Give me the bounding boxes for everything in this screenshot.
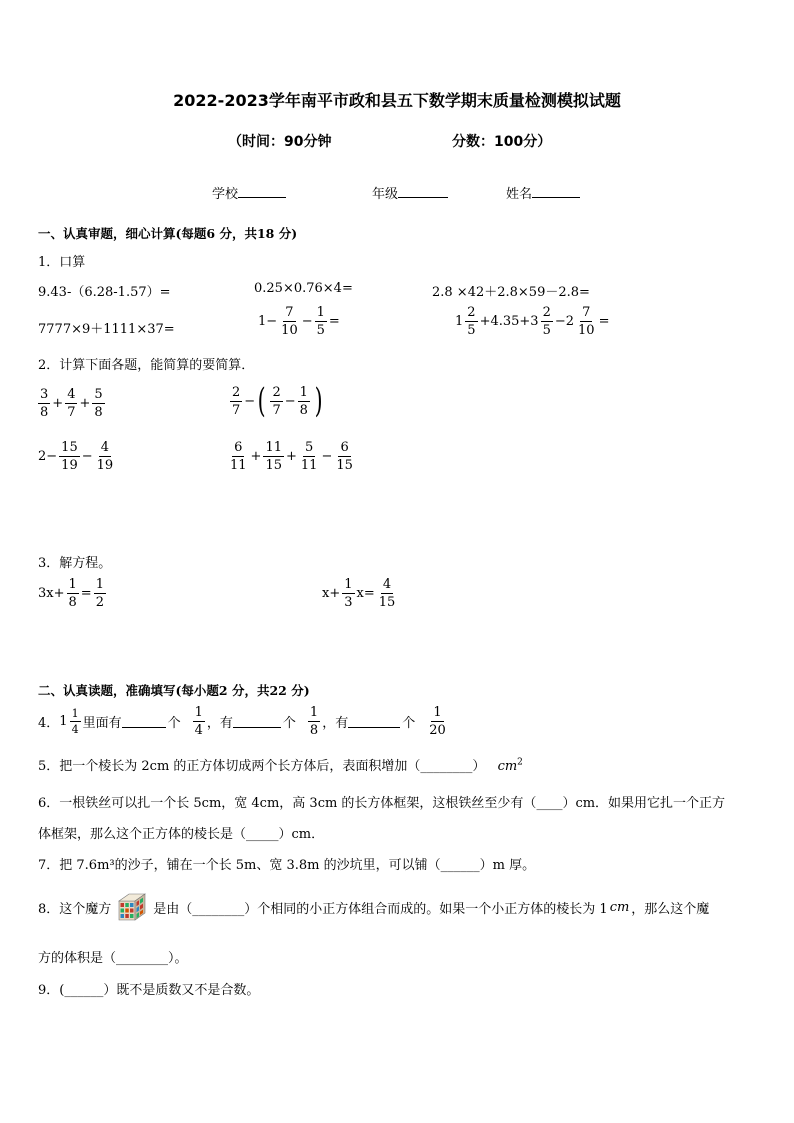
operator: −2 xyxy=(554,314,575,329)
text: 个 xyxy=(167,716,181,731)
fraction: $\frac{2}{7}$ xyxy=(272,384,281,418)
answer-blank[interactable] xyxy=(233,715,281,728)
fraction: $\frac{6}{11}$ xyxy=(230,440,247,473)
operator: + xyxy=(286,449,297,464)
section2-heading: 二、认真读题，准确填写(每小题2 分，共22 分) xyxy=(38,683,310,698)
fraction: $\frac{2}{5}$ xyxy=(467,305,476,338)
operator: − xyxy=(321,449,333,464)
fraction: $\frac{5}{11}$ xyxy=(300,440,318,473)
q3-b xyxy=(322,578,399,609)
q2-c xyxy=(38,441,117,472)
q2-label: 2．计算下面各题，能简算的要简算． xyxy=(38,358,255,373)
operator: + xyxy=(52,396,64,411)
operator: +4.35+3 xyxy=(479,314,539,329)
operator: + xyxy=(79,396,91,411)
grade-field[interactable] xyxy=(372,183,448,202)
q3-b-lead: x+ xyxy=(322,586,341,601)
q3-a xyxy=(38,578,108,609)
q1-e-lead: 1− xyxy=(258,314,278,329)
exam-time: （时间：90分钟 xyxy=(228,134,332,150)
q6-line1: 6．一根铁丝可以扎一个长 5cm，宽 4cm，高 3cm 的长方体框架，这根铁丝至少有（____）cm．如果用它扎一个正方 xyxy=(38,796,726,811)
q1-c: 2.8 ×42＋2.8×59－2.8= xyxy=(432,285,590,300)
fraction: $\frac{7}{10}$ xyxy=(578,305,595,338)
fraction: $\frac{1}{8}$ xyxy=(68,577,77,610)
fraction: $\frac{4}{7}$ xyxy=(67,387,76,420)
whole-number: 1 xyxy=(455,314,464,329)
grade-blank[interactable] xyxy=(398,185,448,198)
fraction: $\frac{1}{8}$ xyxy=(309,705,319,738)
text: 里面有 xyxy=(82,716,122,731)
fraction: $\frac{1}{4}$ xyxy=(71,707,79,736)
q7: 7．把 7.6m³的沙子，铺在一个长 5m、宽 3.8m 的沙坑里，可以铺（______）m 厚。 xyxy=(38,858,536,873)
school-field[interactable] xyxy=(212,183,286,202)
fraction: $\frac{11}{15}$ xyxy=(265,440,282,473)
fraction: $\frac{1}{2}$ xyxy=(95,577,104,610)
equals: = xyxy=(328,314,340,329)
operator: − xyxy=(81,449,93,464)
text: 个 xyxy=(402,716,416,731)
section1-heading: 一、认真审题，细心计算(每题6 分，共18 分) xyxy=(38,226,298,241)
grade-label: 年级 xyxy=(372,187,399,202)
answer-blank[interactable] xyxy=(122,715,166,728)
q1-f xyxy=(455,306,609,337)
answer-blank[interactable] xyxy=(348,715,400,728)
operator: + xyxy=(250,449,262,464)
q8-line2: 方的体积是（________）。 xyxy=(38,951,188,966)
q1-label: 1．口算 xyxy=(38,255,86,270)
equals: = xyxy=(80,586,92,601)
school-blank[interactable] xyxy=(238,185,286,198)
name-field[interactable] xyxy=(506,183,580,202)
text: 个 xyxy=(282,716,296,731)
q2-b xyxy=(228,381,325,421)
q3-b-mid: x= xyxy=(356,586,375,601)
fraction: $\frac{1}{3}$ xyxy=(344,577,353,610)
rubiks-cube-icon xyxy=(115,892,149,922)
school-label: 学校 xyxy=(212,187,239,202)
right-paren: ) xyxy=(314,381,323,421)
fraction: $\frac{2}{7}$ xyxy=(232,384,241,418)
operator: − xyxy=(244,393,256,409)
fraction: $\frac{3}{8}$ xyxy=(40,387,49,420)
q1-d: 7777×9＋1111×37= xyxy=(38,322,175,337)
q4 xyxy=(38,706,450,737)
fraction: $\frac{1}{4}$ xyxy=(194,705,203,738)
q8-mid: 是由（________）个相同的小正方体组合而成的。如果一个小正方体的棱长为 1 xyxy=(153,901,608,917)
name-label: 姓名 xyxy=(506,187,533,202)
name-blank[interactable] xyxy=(532,185,580,198)
q8-line1 xyxy=(38,892,709,922)
unit-exponent: 2 xyxy=(517,757,523,768)
fraction: $\frac{4}{19}$ xyxy=(96,440,114,473)
text: ，有 xyxy=(322,716,349,731)
page-title: 2022-2023学年南平市政和县五下数学期末质量检测模拟试题 xyxy=(173,91,621,110)
q3-label: 3．解方程。 xyxy=(38,556,112,571)
text: ，有 xyxy=(206,716,233,731)
unit: cm xyxy=(497,759,518,774)
q5-text: 5．把一个棱长为 2cm 的正方体切成两个长方体后，表面积增加（________） xyxy=(38,759,486,774)
q2-a xyxy=(36,388,107,419)
exam-score: 分数：100分） xyxy=(452,134,552,150)
q8-pre: 8．这个魔方 xyxy=(38,901,112,917)
fraction: $\frac{6}{15}$ xyxy=(336,440,353,473)
q2-d xyxy=(226,441,357,472)
operator: − xyxy=(284,393,296,409)
q1-b: 0.25×0.76×4= xyxy=(254,281,353,296)
q1-a: 9.43-（6.28-1.57）= xyxy=(38,285,171,300)
q6-line2: 体框架，那么这个正方体的棱长是（_____）cm． xyxy=(38,827,325,842)
q9: 9．(______）既不是质数又不是合数。 xyxy=(38,983,260,998)
operator: − xyxy=(301,314,313,329)
unit: cm xyxy=(609,899,630,915)
fraction: $\frac{4}{15}$ xyxy=(378,577,396,610)
fraction: $\frac{2}{5}$ xyxy=(542,305,551,338)
whole-number: 1 xyxy=(59,714,68,729)
q3-a-lead: 3x+ xyxy=(38,586,65,601)
q8-post: ，那么这个魔 xyxy=(631,901,710,917)
fraction: $\frac{1}{20}$ xyxy=(429,705,446,738)
fraction: $\frac{5}{8}$ xyxy=(94,387,103,420)
fraction: $\frac{1}{8}$ xyxy=(299,384,308,418)
fraction: $\frac{1}{5}$ xyxy=(316,305,325,338)
q5 xyxy=(38,755,523,774)
question-number: 4． xyxy=(38,716,60,731)
left-paren: ( xyxy=(257,381,266,421)
fraction: $\frac{15}{19}$ xyxy=(61,440,78,473)
equals: = xyxy=(598,314,610,329)
q1-e xyxy=(258,306,340,337)
fraction: $\frac{7}{10}$ xyxy=(281,305,298,338)
q2-c-lead: 2− xyxy=(38,449,58,464)
